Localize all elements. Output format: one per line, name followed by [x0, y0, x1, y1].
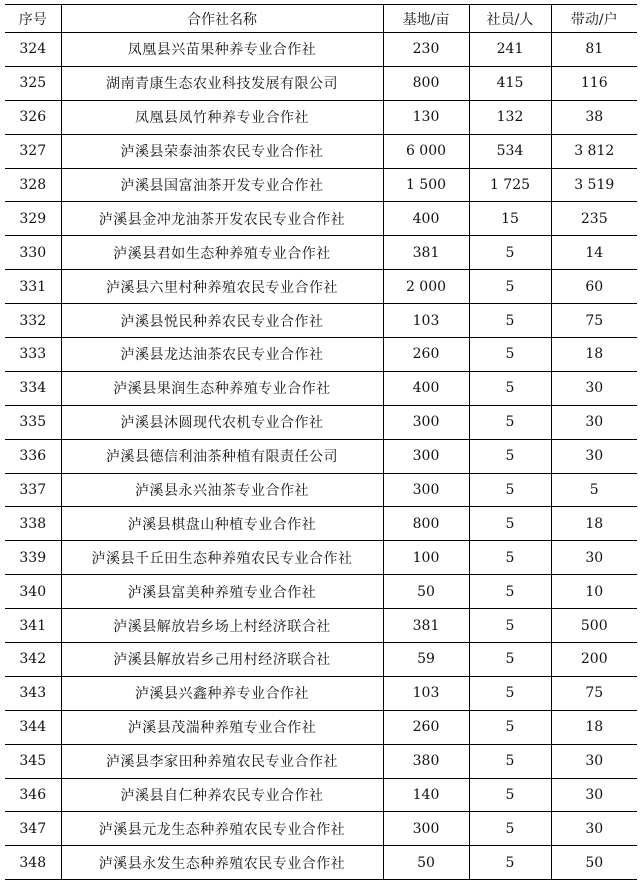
cell-index: 326: [5, 100, 61, 134]
cell-members: 5: [469, 778, 551, 812]
cell-driven-households: 30: [551, 405, 637, 439]
table-header: [5, 5, 637, 33]
cell-driven-households: 18: [551, 338, 637, 372]
cell-base-area: 300: [383, 439, 469, 473]
cell-name: 泸溪县永发生态种养殖农民专业合作社: [61, 846, 383, 880]
table-row: [5, 473, 637, 507]
cell-index: 343: [5, 676, 61, 710]
cell-members: 241: [469, 33, 551, 67]
cell-base-area: 2 000: [383, 270, 469, 304]
cell-driven-households: 30: [551, 439, 637, 473]
table-row: [5, 100, 637, 134]
cell-name: 凤凰县凤竹种养专业合作社: [61, 100, 383, 134]
cell-index: 342: [5, 643, 61, 677]
cell-index: 333: [5, 338, 61, 372]
cell-index: 344: [5, 710, 61, 744]
cell-members: 1 725: [469, 168, 551, 202]
cell-name: 泸溪县解放岩乡己用村经济联合社: [61, 643, 383, 677]
cell-base-area: 1 500: [383, 168, 469, 202]
cell-index: 332: [5, 304, 61, 338]
cell-name: 泸溪县果润生态种养殖专业合作社: [61, 371, 383, 405]
cell-driven-households: 500: [551, 609, 637, 643]
table-row: [5, 541, 637, 575]
cell-base-area: 800: [383, 507, 469, 541]
cell-base-area: 140: [383, 778, 469, 812]
cell-members: 5: [469, 609, 551, 643]
table-row: [5, 778, 637, 812]
table-row: [5, 744, 637, 778]
cell-name: 泸溪县自仁种养农民专业合作社: [61, 778, 383, 812]
cell-driven-households: 38: [551, 100, 637, 134]
cell-members: 5: [469, 812, 551, 846]
cell-name: 泸溪县君如生态种养殖专业合作社: [61, 236, 383, 270]
table-row: [5, 439, 637, 473]
cell-base-area: 100: [383, 541, 469, 575]
cell-driven-households: 200: [551, 643, 637, 677]
cell-index: 340: [5, 575, 61, 609]
table-row: [5, 643, 637, 677]
table-row: [5, 676, 637, 710]
cell-index: 345: [5, 744, 61, 778]
cell-driven-households: 30: [551, 812, 637, 846]
table-row: [5, 33, 637, 67]
cell-index: 334: [5, 371, 61, 405]
table-row: [5, 575, 637, 609]
cell-name: 泸溪县棋盘山种植专业合作社: [61, 507, 383, 541]
table-row: [5, 338, 637, 372]
cell-name: 泸溪县解放岩乡场上村经济联合社: [61, 609, 383, 643]
cell-index: 346: [5, 778, 61, 812]
cell-members: 5: [469, 643, 551, 677]
cell-base-area: 300: [383, 812, 469, 846]
cell-name: 泸溪县德信利油茶种植有限责任公司: [61, 439, 383, 473]
cell-base-area: 400: [383, 371, 469, 405]
cell-name: 泸溪县沐圆现代农机专业合作社: [61, 405, 383, 439]
cell-members: 415: [469, 66, 551, 100]
cell-name: 泸溪县国富油茶开发专业合作社: [61, 168, 383, 202]
cell-driven-households: 30: [551, 778, 637, 812]
cell-base-area: 300: [383, 405, 469, 439]
cell-index: 348: [5, 846, 61, 880]
header-row: [5, 5, 637, 33]
cell-driven-households: 60: [551, 270, 637, 304]
cell-base-area: 381: [383, 236, 469, 270]
cell-driven-households: 3 812: [551, 134, 637, 168]
cell-index: 330: [5, 236, 61, 270]
cell-name: 泸溪县元龙生态种养殖农民专业合作社: [61, 812, 383, 846]
table-row: [5, 134, 637, 168]
cell-driven-households: 30: [551, 744, 637, 778]
cell-members: 132: [469, 100, 551, 134]
cell-driven-households: 75: [551, 676, 637, 710]
cell-driven-households: 81: [551, 33, 637, 67]
cell-driven-households: 18: [551, 507, 637, 541]
cell-members: 5: [469, 541, 551, 575]
cell-members: 5: [469, 439, 551, 473]
cell-name: 泸溪县李家田种养殖农民专业合作社: [61, 744, 383, 778]
table-row: [5, 405, 637, 439]
cell-base-area: 300: [383, 473, 469, 507]
cell-members: 534: [469, 134, 551, 168]
cell-name: 湖南青康生态农业科技发展有限公司: [61, 66, 383, 100]
cell-index: 335: [5, 405, 61, 439]
header-driven-households: 带动/户: [551, 5, 637, 33]
cell-driven-households: 30: [551, 541, 637, 575]
table-row: [5, 371, 637, 405]
table-row: [5, 507, 637, 541]
cell-base-area: 103: [383, 304, 469, 338]
table-row: [5, 609, 637, 643]
cell-driven-households: 18: [551, 710, 637, 744]
cell-members: 5: [469, 846, 551, 880]
cell-name: 泸溪县悦民种养农民专业合作社: [61, 304, 383, 338]
cell-index: 331: [5, 270, 61, 304]
cell-base-area: 59: [383, 643, 469, 677]
cell-index: 327: [5, 134, 61, 168]
cell-base-area: 260: [383, 338, 469, 372]
cell-members: 5: [469, 710, 551, 744]
cell-driven-households: 5: [551, 473, 637, 507]
cooperative-table: [5, 4, 637, 880]
cell-driven-households: 116: [551, 66, 637, 100]
header-name: 合作社名称: [61, 5, 383, 33]
table-row: [5, 812, 637, 846]
table-row: [5, 710, 637, 744]
table-row: [5, 270, 637, 304]
cell-index: 328: [5, 168, 61, 202]
cell-base-area: 260: [383, 710, 469, 744]
cell-base-area: 50: [383, 575, 469, 609]
cell-members: 5: [469, 371, 551, 405]
cell-driven-households: 75: [551, 304, 637, 338]
cell-name: 泸溪县六里村种养殖农民专业合作社: [61, 270, 383, 304]
cell-driven-households: 3 519: [551, 168, 637, 202]
cell-members: 5: [469, 338, 551, 372]
cell-members: 5: [469, 676, 551, 710]
cell-index: 341: [5, 609, 61, 643]
cell-driven-households: 30: [551, 371, 637, 405]
header-base-area: 基地/亩: [383, 5, 469, 33]
cell-index: 347: [5, 812, 61, 846]
cell-name: 泸溪县兴鑫种养专业合作社: [61, 676, 383, 710]
cell-base-area: 381: [383, 609, 469, 643]
cell-driven-households: 14: [551, 236, 637, 270]
cell-base-area: 6 000: [383, 134, 469, 168]
cell-members: 5: [469, 270, 551, 304]
cell-name: 泸溪县龙达油茶农民专业合作社: [61, 338, 383, 372]
cell-driven-households: 235: [551, 202, 637, 236]
cell-driven-households: 10: [551, 575, 637, 609]
cell-members: 5: [469, 236, 551, 270]
cell-members: 5: [469, 405, 551, 439]
cell-base-area: 50: [383, 846, 469, 880]
cell-members: 5: [469, 744, 551, 778]
cell-members: 5: [469, 304, 551, 338]
cell-members: 15: [469, 202, 551, 236]
cell-name: 泸溪县千丘田生态种养殖农民专业合作社: [61, 541, 383, 575]
table-row: [5, 304, 637, 338]
cell-members: 5: [469, 575, 551, 609]
cell-base-area: 103: [383, 676, 469, 710]
header-members: 社员/人: [469, 5, 551, 33]
cell-index: 324: [5, 33, 61, 67]
cell-base-area: 400: [383, 202, 469, 236]
cell-index: 337: [5, 473, 61, 507]
cell-driven-households: 50: [551, 846, 637, 880]
table-row: [5, 236, 637, 270]
cell-index: 329: [5, 202, 61, 236]
cell-index: 339: [5, 541, 61, 575]
cell-base-area: 230: [383, 33, 469, 67]
cell-name: 泸溪县金冲龙油茶开发农民专业合作社: [61, 202, 383, 236]
cell-members: 5: [469, 507, 551, 541]
cell-members: 5: [469, 473, 551, 507]
cell-name: 泸溪县富美种养殖专业合作社: [61, 575, 383, 609]
cell-name: 泸溪县荣泰油茶农民专业合作社: [61, 134, 383, 168]
cell-name: 凤凰县兴苗果种养专业合作社: [61, 33, 383, 67]
table-row: [5, 202, 637, 236]
cell-index: 336: [5, 439, 61, 473]
cell-base-area: 800: [383, 66, 469, 100]
cell-name: 泸溪县永兴油茶专业合作社: [61, 473, 383, 507]
cell-base-area: 380: [383, 744, 469, 778]
cell-index: 338: [5, 507, 61, 541]
cell-name: 泸溪县茂湍种养殖专业合作社: [61, 710, 383, 744]
header-index: 序号: [5, 5, 61, 33]
table-body: [5, 33, 637, 880]
cell-index: 325: [5, 66, 61, 100]
table-row: [5, 846, 637, 880]
cell-base-area: 130: [383, 100, 469, 134]
table-row: [5, 168, 637, 202]
table-row: [5, 66, 637, 100]
